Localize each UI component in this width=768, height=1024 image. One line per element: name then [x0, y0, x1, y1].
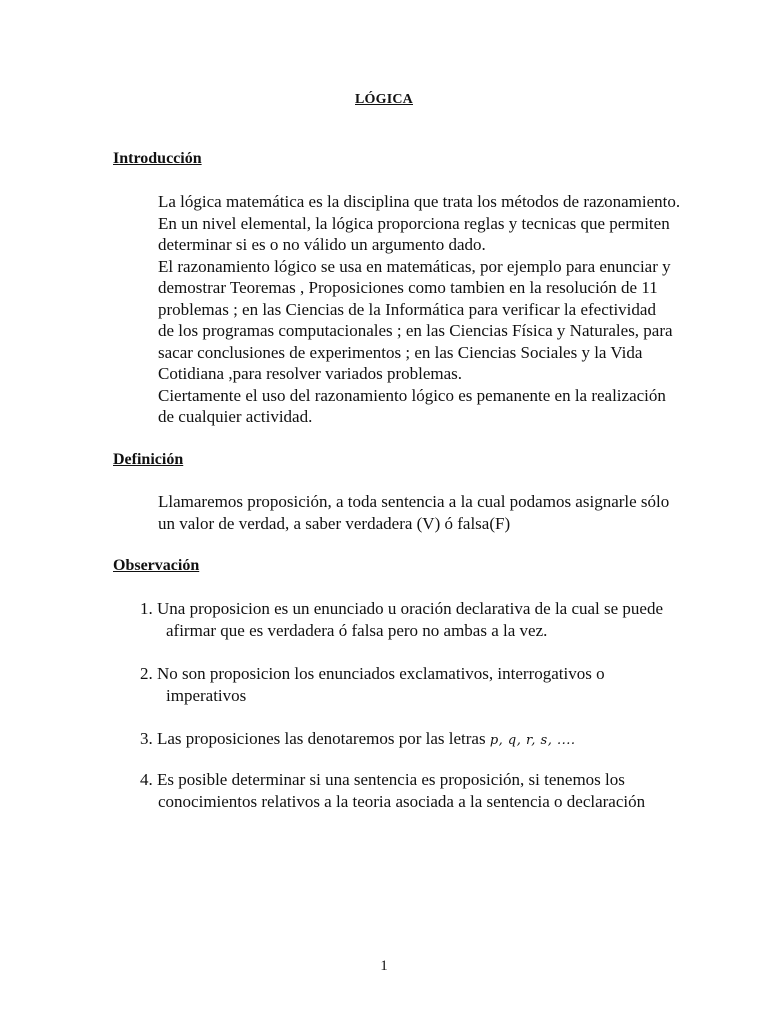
text-line: Cotidiana ,para resolver variados problemas. [158, 364, 463, 383]
text-line: de cualquier actividad. [158, 407, 313, 426]
observation-item-2 [140, 663, 700, 707]
item-text: 2. No son proposicion los enunciados exclamativos, interrogativos o [140, 664, 605, 683]
text-line: determinar si es o no válido un argumento dado. [158, 235, 486, 254]
observation-item-1 [140, 598, 700, 642]
text-line: problemas ; en las Ciencias de la Informática para verificar la efectividad [158, 299, 656, 319]
item-text-continued: imperativos [166, 686, 247, 705]
item-text-continued: conocimientos relativos a la teoria asociada a la sentencia o declaración [158, 792, 646, 811]
page-number: 1 [380, 958, 388, 974]
observation-item-3 [140, 728, 700, 752]
introduction-heading: Introducción [113, 150, 202, 167]
text-line: La lógica matemática es la disciplina que trata los métodos de razonamiento. [158, 192, 681, 211]
text-line: sacar conclusiones de experimentos ; en las Ciencias Sociales y la Vida [158, 342, 643, 362]
text-line: El razonamiento lógico se usa en matemáticas, por ejemplo para enunciar y [158, 256, 671, 276]
text-line: un valor de verdad, a saber verdadera (V) ó falsa(F) [158, 513, 511, 533]
page-title: LÓGICA [355, 92, 413, 107]
observation-item-4 [140, 769, 700, 813]
definition-paragraph [158, 491, 718, 534]
text-line: de los programas computacionales ; en las Ciencias Física y Naturales, para [158, 321, 673, 340]
observation-heading: Observación [113, 557, 200, 574]
text-line: Llamaremos proposición, a toda sentencia a la cual podamos asignarle sólo [158, 492, 670, 511]
text-line: Ciertamente el uso del razonamiento lógico es pemanente en la realización [158, 385, 666, 405]
item-text-continued: afirmar que es verdadera ó falsa pero no ambas a la vez. [166, 621, 548, 640]
text-line: demostrar Teoremas , Proposiciones como tambien en la resolución de 11 [158, 278, 658, 297]
introduction-paragraph [158, 191, 718, 428]
math-variables: p, q, r, s, .... [489, 733, 576, 748]
item-text: 3. Las proposiciones las denotaremos por las letras [140, 729, 486, 748]
text-line: En un nivel elemental, la lógica proporciona reglas y tecnicas que permiten [158, 213, 670, 233]
definition-heading: Definición [113, 451, 184, 468]
item-text-row [140, 728, 700, 752]
item-text: 1. Una proposicion es un enunciado u oración declarativa de la cual se puede [140, 599, 664, 618]
item-text: 4. Es posible determinar si una sentencia es proposición, si tenemos los [140, 770, 625, 789]
